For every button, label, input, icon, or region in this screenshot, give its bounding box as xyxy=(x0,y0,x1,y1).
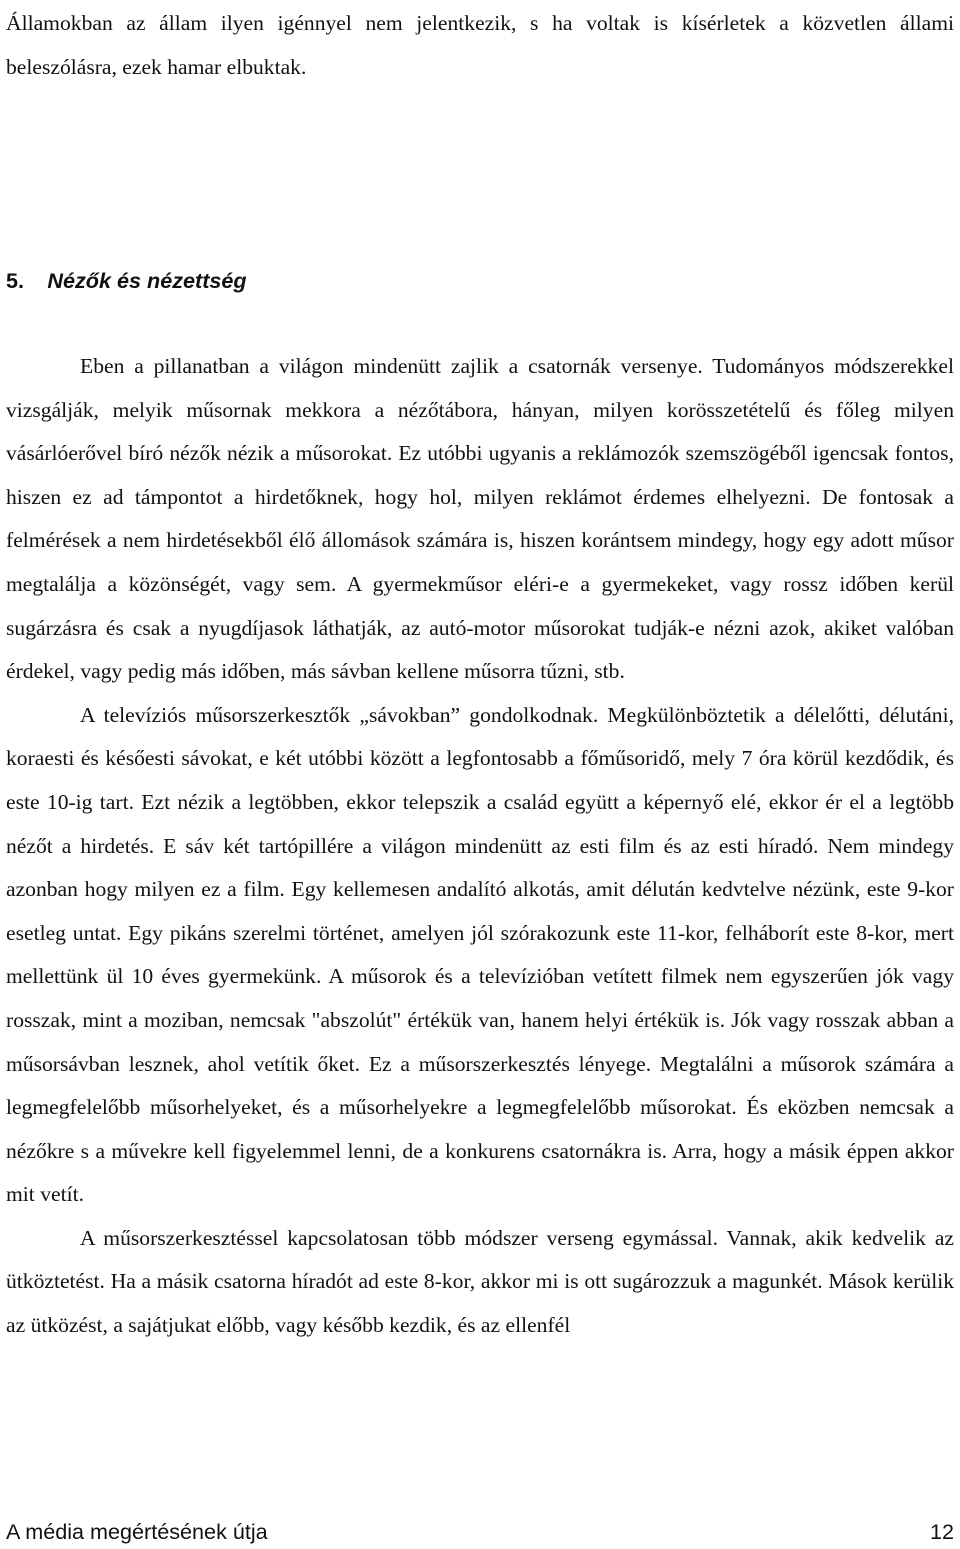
paragraph: Eben a pillanatban a világon mindenütt zajlik a csatornák versenye. Tudományos módszerekkel vizsgálják, melyik műsornak mekkora a nézőtábora, hányan, milyen korösszetételű és főleg milyen vásárlóerővel bíró nézők nézik a műsorokat. Ez utóbbi ugyanis a reklámozók szemszögéből igencsak fontos, hiszen ez ad támpontot a hirdetőknek, hogy hol, milyen reklámot érdemes elhelyezni. De fontosak a felmérések a nem hirdetésekből élő állomások számára is, hiszen korántsem mindegy, hogy egy adott műsor megtalálja a közönségét, vagy sem. A gyermekműsor eléri-e a gyermekeket, vagy rossz időben kerül sugárzásra és csak a nyugdíjasok láthatják, az autó-motor műsorokat tudják-e nézni azok, akiket valóban érdekel, vagy pedig más időben, más sávban kellene műsorra tűzni, stb. xyxy=(6,354,954,684)
footer-book-title: A média megértésének útja xyxy=(6,1519,268,1544)
page-number: 12 xyxy=(929,1519,954,1544)
paragraph: A televíziós műsorszerkesztők „sávokban” gondolkodnak. Megkülönböztetik a délelőtti, délutáni, koraesti és későesti sávokat, e két utóbbi között a legfontosabb a főműsoridő, mely 7 óra körül kezdődik, és este 10-ig tart. Ezt nézik a legtöbben, ekkor telepszik a család együtt a képernyő elé, ekkor ér el a legtöbb nézőt a hirdetés. E sáv két tartópillére a világon mindenütt az esti film és az esti híradó. Nem mindegy azonban hogy milyen ez a film. Egy kellemesen andalító alkotás, amit délután kedvtelve nézünk, este 9-kor esetleg untat. Egy pikáns szerelmi történet, amelyen jól szórakozunk este 11-kor, felháborít este 8-kor, mert mellettünk ül 10 éves gyermekünk. A műsorok és a televízióban vetített filmek nem egyszerűen jók vagy rosszak, mint a moziban, nemcsak "abszolút" értékük van, hanem helyi értékük is. Jók vagy rosszak abban a műsorsávban lesznek, ahol vetítik őket. Ez a műsorszerkesztés lényege. Megtalálni a műsorok számára a legmegfelelőbb műsorhelyeket, és a műsorhelyekre a legmegfelelőbb műsorokat. És eközben nemcsak a nézőkre s a művekre kell figyelemmel lenni, de a konkurens csatornákra is. Arra, hogy a másik éppen akkor mit vetít. xyxy=(6,702,954,1207)
paragraph: A műsorszerkesztéssel kapcsolatosan több módszer verseng egymással. Vannak, akik kedvelik az ütköztetést. Ha a másik csatorna híradót ad este 8-kor, akkor mi is ott sugározzuk a magunkét. Mások kerülik az ütközést, a sajátjukat előbb, vagy később kezdik, és az ellenfél xyxy=(6,1225,954,1338)
section-number: 5. xyxy=(6,268,25,293)
page-footer xyxy=(6,1518,954,1546)
section-body xyxy=(6,345,954,1348)
section-heading xyxy=(6,259,247,304)
section-title: Nézők és nézettség xyxy=(47,268,247,293)
opening-paragraph: Államokban az állam ilyen igénnyel nem jelentkezik, s ha voltak is kísérletek a közvetlen állami beleszólásra, ezek hamar elbuktak. xyxy=(6,11,954,79)
